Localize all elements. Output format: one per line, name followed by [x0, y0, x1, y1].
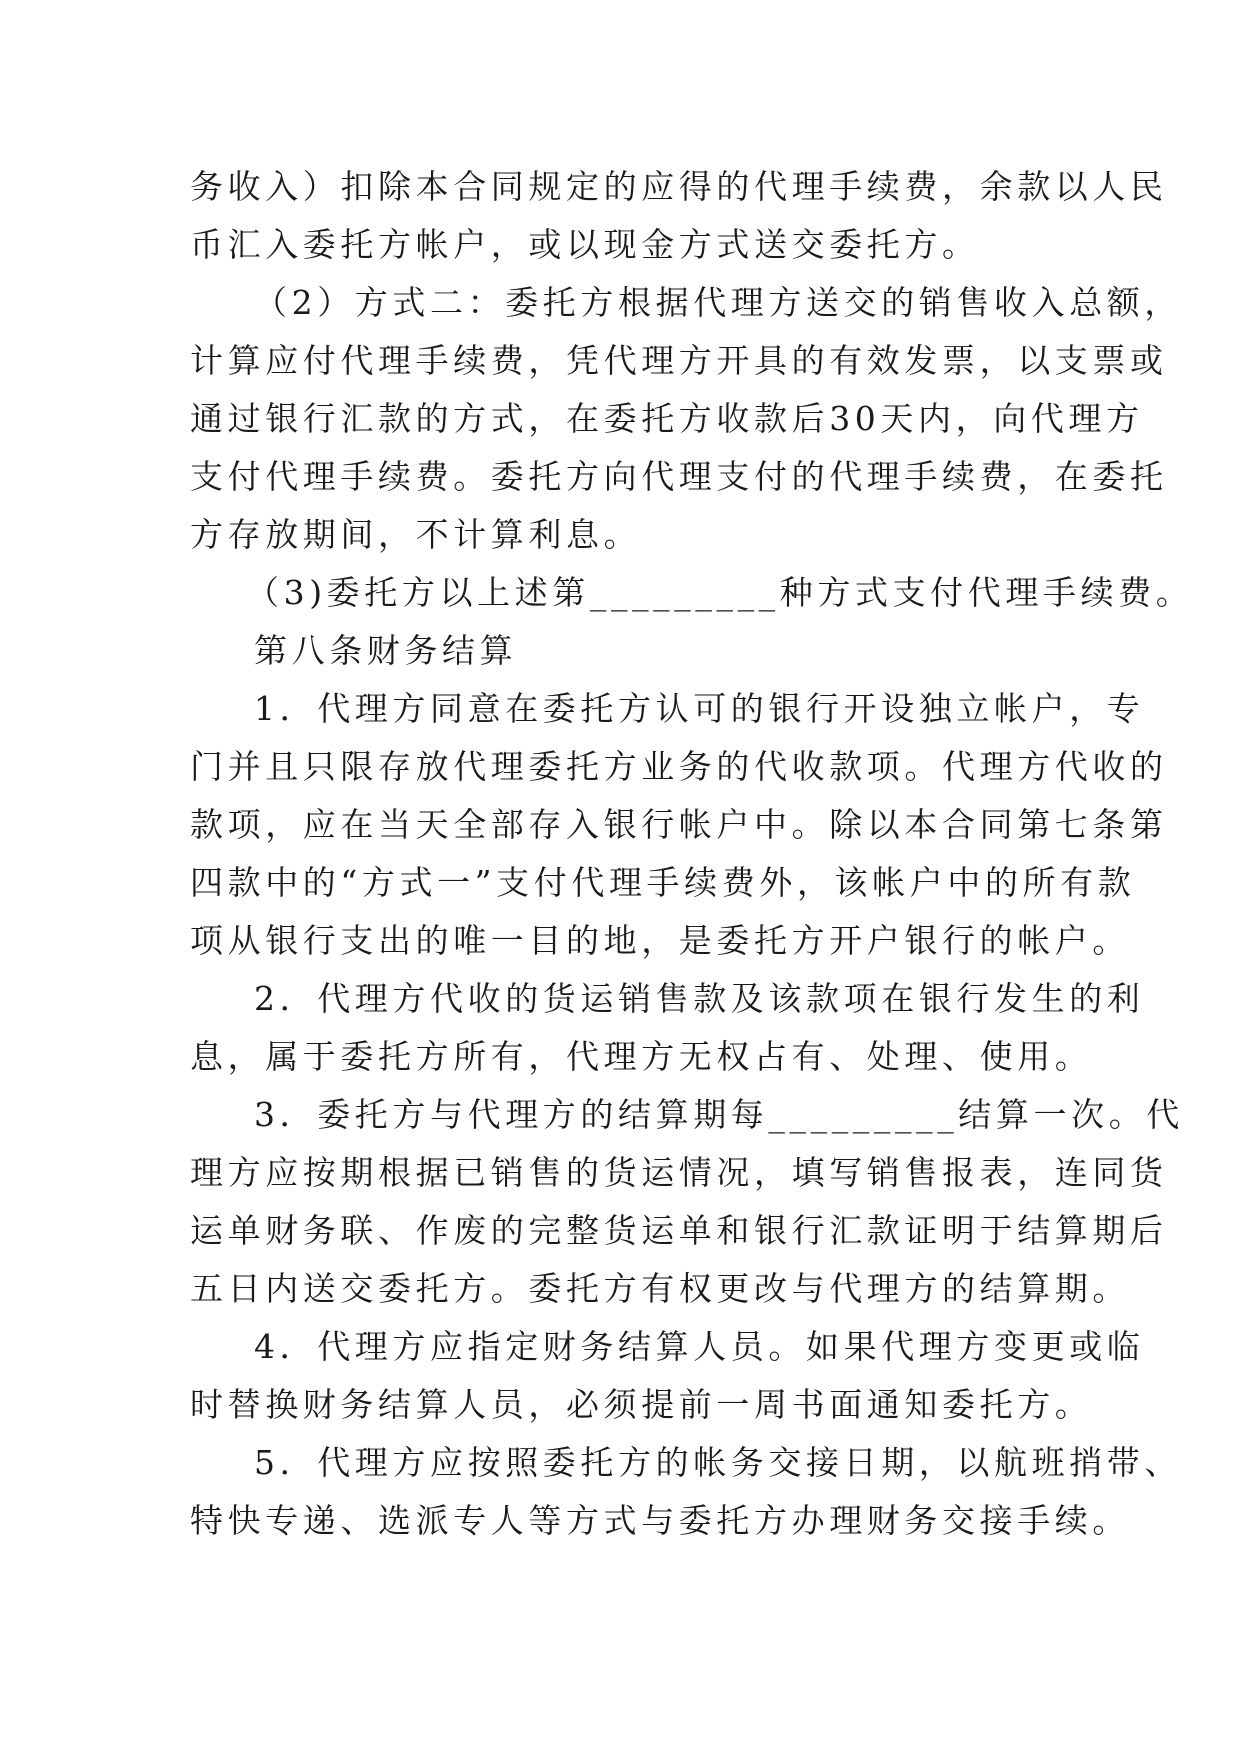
text-line: 方存放期间，不计算利息。: [190, 515, 642, 554]
text-line: 时替换财务结算人员，必须提前一周书面通知委托方。: [190, 1385, 1093, 1424]
text-line: 门并且只限存放代理委托方业务的代收款项。代理方代收的: [190, 747, 1168, 786]
text-line: 运单财务联、作废的完整货运单和银行汇款证明于结算期后: [190, 1211, 1168, 1250]
text-line: 1．代理方同意在委托方认可的银行开设独立帐户，专: [254, 689, 1145, 728]
text-line: 5．代理方应按照委托方的帐务交接日期，以航班捎带、: [254, 1443, 1182, 1482]
text-line: 理方应按期根据已销售的货运情况，填写销售报表，连同货: [190, 1153, 1168, 1192]
text-line: 2．代理方代收的货运销售款及该款项在银行发生的利: [254, 979, 1145, 1018]
text-line: 务收入）扣除本合同规定的应得的代理手续费，余款以人民: [190, 167, 1168, 206]
text-line: 款项，应在当天全部存入银行帐户中。除以本合同第七条第: [190, 805, 1168, 844]
text-line: 项从银行支出的唯一目的地，是委托方开户银行的帐户。: [190, 921, 1130, 960]
text-line: 4．代理方应指定财务结算人员。如果代理方变更或临: [254, 1327, 1145, 1366]
text-line: 计算应付代理手续费，凭代理方开具的有效发票，以支票或: [190, 341, 1168, 380]
text-line: （3)委托方以上述第_________种方式支付代理手续费。: [246, 573, 1194, 612]
text-line: 支付代理手续费。委托方向代理支付的代理手续费，在委托: [190, 457, 1168, 496]
text-line: 特快专递、选派专人等方式与委托方办理财务交接手续。: [190, 1501, 1130, 1540]
text-line: 四款中的“方式一”支付代理手续费外，该帐户中的所有款: [190, 863, 1136, 902]
text-line: 币汇入委托方帐户，或以现金方式送交委托方。: [190, 225, 980, 264]
text-line: 通过银行汇款的方式，在委托方收款后30天内，向代理方: [190, 399, 1144, 438]
text-line: （2）方式二：委托方根据代理方送交的销售收入总额，: [254, 283, 1182, 322]
text-line: 五日内送交委托方。委托方有权更改与代理方的结算期。: [190, 1269, 1130, 1308]
section-heading: 第八条财务结算: [254, 631, 518, 670]
document-body: [190, 158, 1194, 1550]
text-line: 息，属于委托方所有，代理方无权占有、处理、使用。: [190, 1037, 1093, 1076]
text-line: 3．委托方与代理方的结算期每_________结算一次。代: [254, 1095, 1184, 1134]
